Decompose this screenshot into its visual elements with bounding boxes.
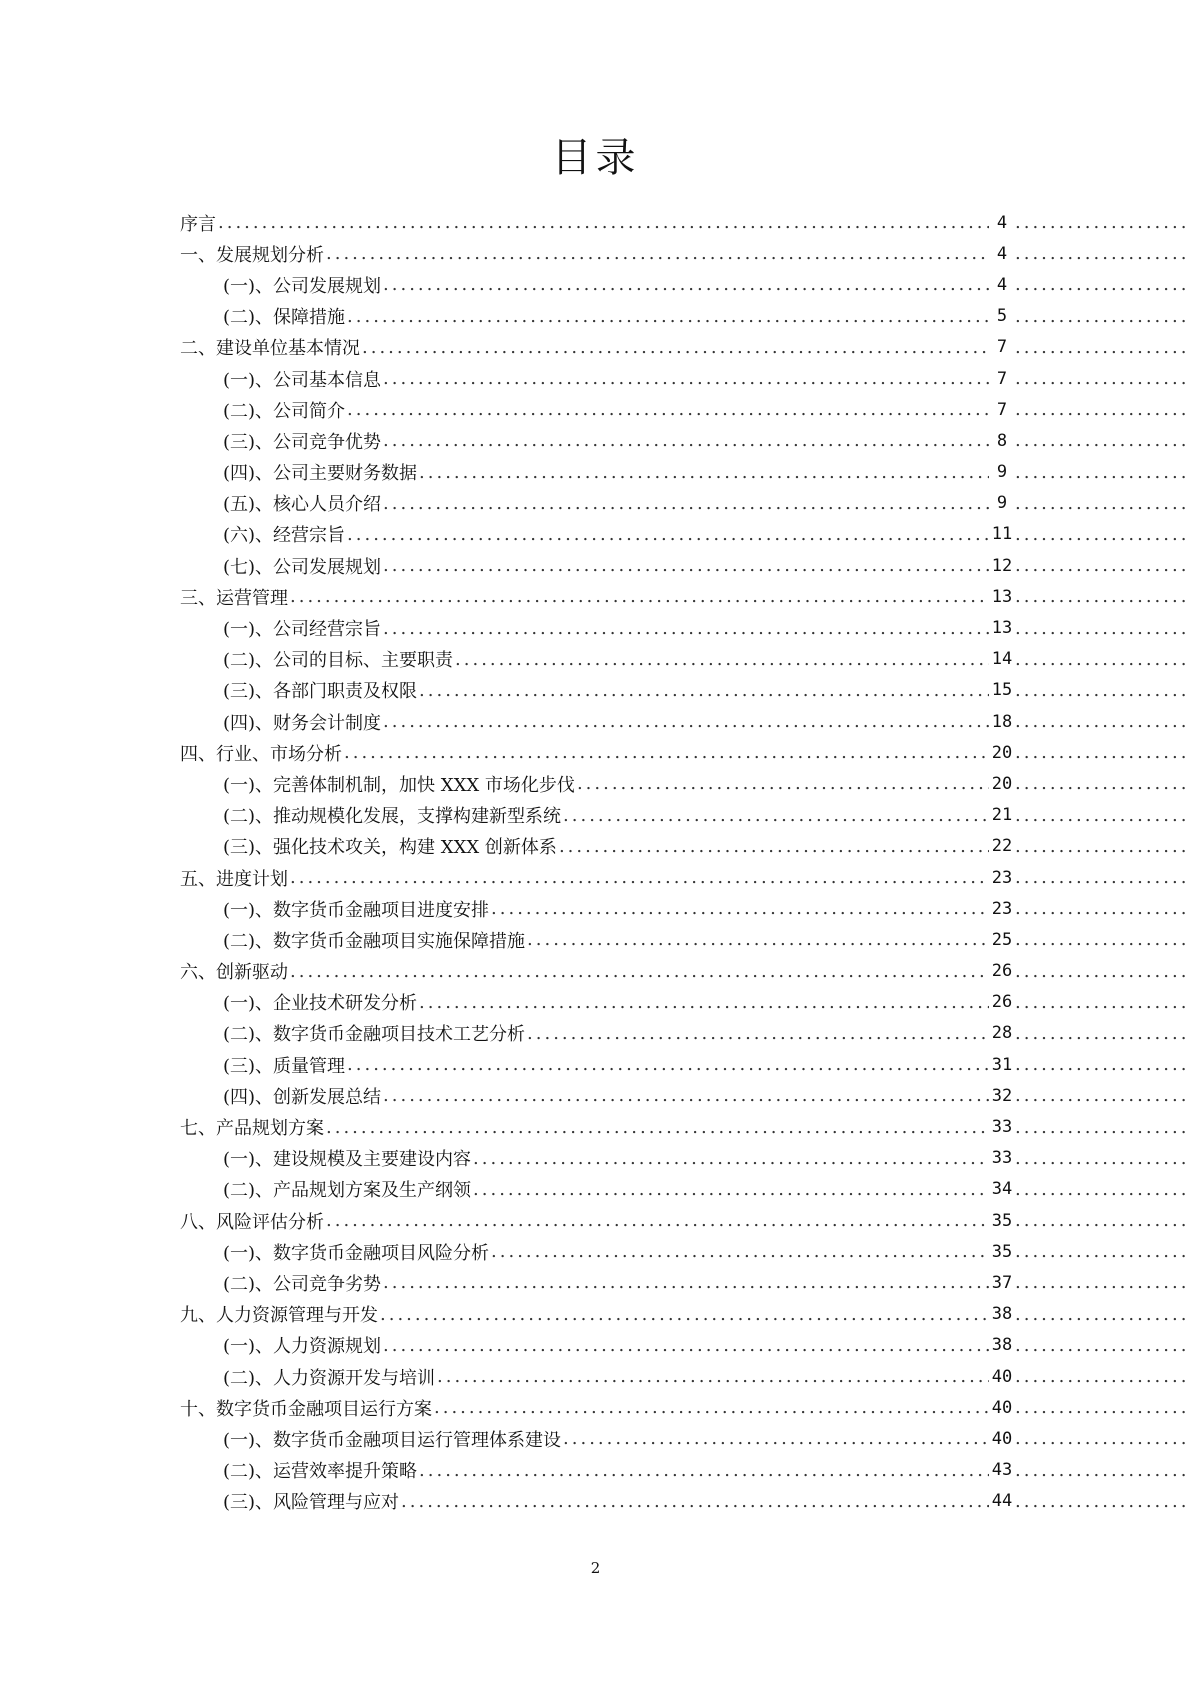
toc-entry-title: (二)、运营效率提升策略: [223, 1461, 418, 1483]
toc-entry-page-number: 37: [991, 1272, 1013, 1293]
toc-entry-page-number: 23: [991, 898, 1013, 919]
dot-leader: [380, 1304, 989, 1325]
toc-entry-title: (二)、公司简介: [223, 400, 346, 422]
toc-chapter-entry[interactable]: [180, 581, 1185, 612]
toc-entry-page-number: 38: [991, 1304, 1013, 1325]
dot-leader: [491, 898, 989, 919]
dot-leader: [437, 1366, 989, 1387]
toc-entry-title: 三、运营管理: [180, 587, 288, 609]
dot-leader: [326, 1117, 989, 1138]
toc-entry-title: 一、发展规划分析: [180, 244, 324, 266]
toc-entry-page-number: 7: [996, 399, 1008, 420]
toc-entry-title: (一)、数字货币金融项目进度安排: [223, 899, 490, 921]
toc-entry-title: 五、进度计划: [180, 868, 288, 890]
toc-entry-title: (三)、强化技术攻关，构建 XXX 创新体系: [223, 837, 557, 859]
dot-leader: [527, 929, 989, 950]
dot-leader: [218, 212, 989, 233]
toc-entry-page-number: 20: [991, 773, 1013, 794]
toc-entry-page-number: 40: [991, 1366, 1013, 1387]
dot-leader: [559, 836, 989, 857]
toc-entry-page-number: 9: [996, 493, 1008, 514]
toc-section-entry[interactable]: [180, 924, 1185, 955]
dot-leader: [347, 524, 989, 545]
toc-entry-title: (四)、财务会计制度: [223, 712, 382, 734]
toc-section-entry[interactable]: [180, 1174, 1185, 1205]
toc-entry-title: (七)、公司发展规划: [223, 556, 382, 578]
toc-entry-title: (二)、人力资源开发与培训: [223, 1367, 436, 1389]
toc-chapter-entry[interactable]: [180, 956, 1185, 987]
toc-entry-page-number: 5: [996, 306, 1008, 327]
toc-entry-page-number: 33: [991, 1148, 1013, 1169]
toc-entry-page-number: 7: [996, 368, 1008, 389]
toc-entry-page-number: 15: [991, 680, 1013, 701]
toc-entry-page-number: 18: [991, 711, 1013, 732]
toc-entry-page-number: 25: [991, 929, 1013, 950]
dot-leader-trailing: [1015, 898, 1185, 919]
toc-entry-page-number: 4: [996, 274, 1008, 295]
toc-entry-page-number: 26: [991, 961, 1013, 982]
dot-leader: [563, 1428, 989, 1449]
dot-leader: [473, 1179, 989, 1200]
dot-leader-trailing: [1015, 836, 1185, 857]
toc-section-entry[interactable]: [180, 675, 1185, 706]
toc-entry-title: (二)、数字货币金融项目技术工艺分析: [223, 1024, 526, 1046]
toc-entry-title: (一)、公司基本信息: [223, 369, 382, 391]
toc-section-entry[interactable]: [180, 1361, 1185, 1392]
toc-entry-title: (四)、创新发展总结: [223, 1086, 382, 1108]
toc-entry-title: 四、行业、市场分析: [180, 743, 342, 765]
dot-leader: [419, 1460, 989, 1481]
toc-entry-page-number: 21: [991, 805, 1013, 826]
toc-section-entry[interactable]: [180, 893, 1185, 924]
toc-section-entry[interactable]: [180, 1330, 1185, 1361]
toc-chapter-entry[interactable]: [180, 1299, 1185, 1330]
dot-leader-trailing: [1015, 929, 1185, 950]
toc-chapter-entry[interactable]: [180, 207, 1185, 238]
toc-entry-page-number: 7: [996, 337, 1008, 358]
dot-leader: [383, 555, 989, 576]
toc-entry-title: (三)、风险管理与应对: [223, 1492, 400, 1514]
dot-leader: [527, 1023, 989, 1044]
toc-entry-title: (二)、公司竞争劣势: [223, 1273, 382, 1295]
toc-section-entry[interactable]: [180, 987, 1185, 1018]
toc-section-entry[interactable]: [180, 706, 1185, 737]
toc-entry-title: (六)、经营宗旨: [223, 525, 346, 547]
dot-leader-trailing: [1015, 1428, 1185, 1449]
toc-entry-title: (四)、公司主要财务数据: [223, 463, 418, 485]
table-of-contents: [180, 207, 1185, 1517]
toc-chapter-entry[interactable]: [180, 238, 1185, 269]
dot-leader-trailing: [1015, 1491, 1185, 1512]
dot-leader-trailing: [1015, 618, 1185, 639]
toc-section-entry[interactable]: [180, 1080, 1185, 1111]
dot-leader: [347, 399, 989, 420]
dot-leader-trailing: [1015, 586, 1185, 607]
toc-chapter-entry[interactable]: [180, 332, 1185, 363]
dot-leader: [383, 1272, 989, 1293]
toc-entry-title: (一)、公司发展规划: [223, 275, 382, 297]
dot-leader: [344, 742, 989, 763]
toc-entry-title: 九、人力资源管理与开发: [180, 1305, 378, 1327]
dot-leader-trailing: [1015, 1335, 1185, 1356]
toc-section-entry[interactable]: [180, 800, 1185, 831]
toc-entry-page-number: 32: [991, 1085, 1013, 1106]
dot-leader-trailing: [1015, 867, 1185, 888]
dot-leader-trailing: [1015, 212, 1185, 233]
dot-leader: [290, 867, 989, 888]
dot-leader-trailing: [1015, 337, 1185, 358]
toc-entry-page-number: 22: [991, 836, 1013, 857]
toc-section-entry[interactable]: [180, 1486, 1185, 1517]
toc-section-entry[interactable]: [180, 269, 1185, 300]
toc-entry-title: (一)、企业技术研发分析: [223, 993, 418, 1015]
dot-leader: [491, 1241, 989, 1262]
toc-section-entry[interactable]: [180, 1455, 1185, 1486]
toc-chapter-entry[interactable]: [180, 1392, 1185, 1423]
toc-entry-page-number: 14: [991, 649, 1013, 670]
toc-entry-page-number: 35: [991, 1210, 1013, 1231]
dot-leader: [383, 618, 989, 639]
dot-leader: [401, 1491, 989, 1512]
toc-entry-title: (一)、人力资源规划: [223, 1336, 382, 1358]
dot-leader: [419, 992, 989, 1013]
dot-leader-trailing: [1015, 711, 1185, 732]
toc-section-entry[interactable]: [180, 831, 1185, 862]
toc-entry-page-number: 33: [991, 1117, 1013, 1138]
dot-leader-trailing: [1015, 1054, 1185, 1075]
dot-leader-trailing: [1015, 493, 1185, 514]
toc-section-entry[interactable]: [180, 1018, 1185, 1049]
dot-leader-trailing: [1015, 649, 1185, 670]
toc-entry-title: (一)、公司经营宗旨: [223, 619, 382, 641]
toc-entry-page-number: 9: [996, 462, 1008, 483]
dot-leader-trailing: [1015, 773, 1185, 794]
dot-leader-trailing: [1015, 1085, 1185, 1106]
toc-section-entry[interactable]: [180, 519, 1185, 550]
toc-entry-page-number: 26: [991, 992, 1013, 1013]
dot-leader-trailing: [1015, 961, 1185, 982]
dot-leader-trailing: [1015, 306, 1185, 327]
dot-leader-trailing: [1015, 1023, 1185, 1044]
dot-leader-trailing: [1015, 1304, 1185, 1325]
toc-entry-page-number: 28: [991, 1023, 1013, 1044]
toc-section-entry[interactable]: [180, 1143, 1185, 1174]
dot-leader-trailing: [1015, 1117, 1185, 1138]
toc-entry-page-number: 20: [991, 742, 1013, 763]
toc-entry-page-number: 23: [991, 867, 1013, 888]
dot-leader: [383, 368, 989, 389]
dot-leader: [326, 1210, 989, 1231]
toc-section-entry[interactable]: [180, 301, 1185, 332]
toc-entry-title: (三)、质量管理: [223, 1055, 346, 1077]
dot-leader-trailing: [1015, 524, 1185, 545]
dot-leader: [577, 773, 989, 794]
toc-entry-page-number: 40: [991, 1397, 1013, 1418]
dot-leader-trailing: [1015, 1397, 1185, 1418]
toc-entry-page-number: 44: [991, 1491, 1013, 1512]
dot-leader-trailing: [1015, 1210, 1185, 1231]
toc-entry-title: (三)、公司竞争优势: [223, 431, 382, 453]
toc-entry-title: (二)、保障措施: [223, 307, 346, 329]
dot-leader-trailing: [1015, 462, 1185, 483]
toc-section-entry[interactable]: [180, 1236, 1185, 1267]
toc-entry-title: (二)、数字货币金融项目实施保障措施: [223, 930, 526, 952]
toc-entry-title: (二)、公司的目标、主要职责: [223, 650, 454, 672]
toc-entry-title: 十、数字货币金融项目运行方案: [180, 1398, 432, 1420]
toc-section-entry[interactable]: [180, 425, 1185, 456]
toc-entry-title: 六、创新驱动: [180, 962, 288, 984]
toc-chapter-entry[interactable]: [180, 862, 1185, 893]
dot-leader: [455, 649, 989, 670]
toc-entry-page-number: 11: [991, 524, 1013, 545]
dot-leader-trailing: [1015, 1272, 1185, 1293]
toc-entry-page-number: 4: [996, 243, 1008, 264]
toc-entry-title: 二、建设单位基本情况: [180, 338, 360, 360]
dot-leader-trailing: [1015, 1366, 1185, 1387]
toc-entry-title: (一)、完善体制机制，加快 XXX 市场化步伐: [223, 774, 575, 796]
toc-entry-title: (二)、推动规模化发展，支撑构建新型系统: [223, 806, 562, 828]
dot-leader-trailing: [1015, 555, 1185, 576]
toc-chapter-entry[interactable]: [180, 737, 1185, 768]
dot-leader-trailing: [1015, 1148, 1185, 1169]
dot-leader-trailing: [1015, 274, 1185, 295]
dot-leader: [473, 1148, 989, 1169]
toc-entry-title: (三)、各部门职责及权限: [223, 681, 418, 703]
toc-entry-title: 八、风险评估分析: [180, 1211, 324, 1233]
toc-chapter-entry[interactable]: [180, 1111, 1185, 1142]
dot-leader: [347, 306, 989, 327]
dot-leader-trailing: [1015, 430, 1185, 451]
dot-leader: [362, 337, 989, 358]
dot-leader-trailing: [1015, 992, 1185, 1013]
toc-entry-page-number: 13: [991, 618, 1013, 639]
dot-leader-trailing: [1015, 368, 1185, 389]
toc-entry-page-number: 12: [991, 555, 1013, 576]
dot-leader: [347, 1054, 989, 1075]
dot-leader-trailing: [1015, 399, 1185, 420]
dot-leader: [419, 462, 989, 483]
page-number: 2: [590, 1559, 601, 1577]
dot-leader-trailing: [1015, 1241, 1185, 1262]
toc-entry-title: 序言: [180, 213, 216, 235]
dot-leader: [383, 493, 989, 514]
toc-section-entry[interactable]: [180, 457, 1185, 488]
dot-leader-trailing: [1015, 1460, 1185, 1481]
dot-leader: [383, 274, 989, 295]
dot-leader-trailing: [1015, 805, 1185, 826]
dot-leader: [326, 243, 989, 264]
toc-entry-page-number: 4: [996, 212, 1008, 233]
dot-leader: [383, 1335, 989, 1356]
toc-entry-page-number: 43: [991, 1460, 1013, 1481]
dot-leader-trailing: [1015, 742, 1185, 763]
dot-leader-trailing: [1015, 243, 1185, 264]
toc-section-entry[interactable]: [180, 768, 1185, 799]
toc-entry-page-number: 38: [991, 1335, 1013, 1356]
toc-entry-page-number: 35: [991, 1241, 1013, 1262]
dot-leader: [563, 805, 989, 826]
dot-leader: [419, 680, 989, 701]
toc-entry-title: (一)、建设规模及主要建设内容: [223, 1149, 472, 1171]
dot-leader: [383, 430, 989, 451]
toc-entry-page-number: 31: [991, 1054, 1013, 1075]
dot-leader-trailing: [1015, 1179, 1185, 1200]
page-title: 目录: [551, 135, 640, 181]
toc-section-entry[interactable]: [180, 1049, 1185, 1080]
toc-section-entry[interactable]: [180, 550, 1185, 581]
toc-section-entry[interactable]: [180, 394, 1185, 425]
toc-entry-page-number: 8: [996, 430, 1008, 451]
toc-entry-title: 七、产品规划方案: [180, 1118, 324, 1140]
toc-entry-title: (五)、核心人员介绍: [223, 494, 382, 516]
toc-entry-page-number: 40: [991, 1428, 1013, 1449]
toc-entry-page-number: 13: [991, 586, 1013, 607]
dot-leader-trailing: [1015, 680, 1185, 701]
toc-entry-title: (二)、产品规划方案及生产纲领: [223, 1180, 472, 1202]
toc-section-entry[interactable]: [180, 363, 1185, 394]
dot-leader: [290, 961, 989, 982]
toc-entry-title: (一)、数字货币金融项目风险分析: [223, 1242, 490, 1264]
dot-leader: [434, 1397, 989, 1418]
toc-section-entry[interactable]: [180, 644, 1185, 675]
dot-leader: [383, 711, 989, 732]
toc-section-entry[interactable]: [180, 1423, 1185, 1454]
dot-leader: [290, 586, 989, 607]
toc-section-entry[interactable]: [180, 488, 1185, 519]
dot-leader: [383, 1085, 989, 1106]
toc-chapter-entry[interactable]: [180, 1205, 1185, 1236]
toc-entry-title: (一)、数字货币金融项目运行管理体系建设: [223, 1429, 562, 1451]
toc-section-entry[interactable]: [180, 1267, 1185, 1298]
toc-section-entry[interactable]: [180, 612, 1185, 643]
toc-entry-page-number: 34: [991, 1179, 1013, 1200]
